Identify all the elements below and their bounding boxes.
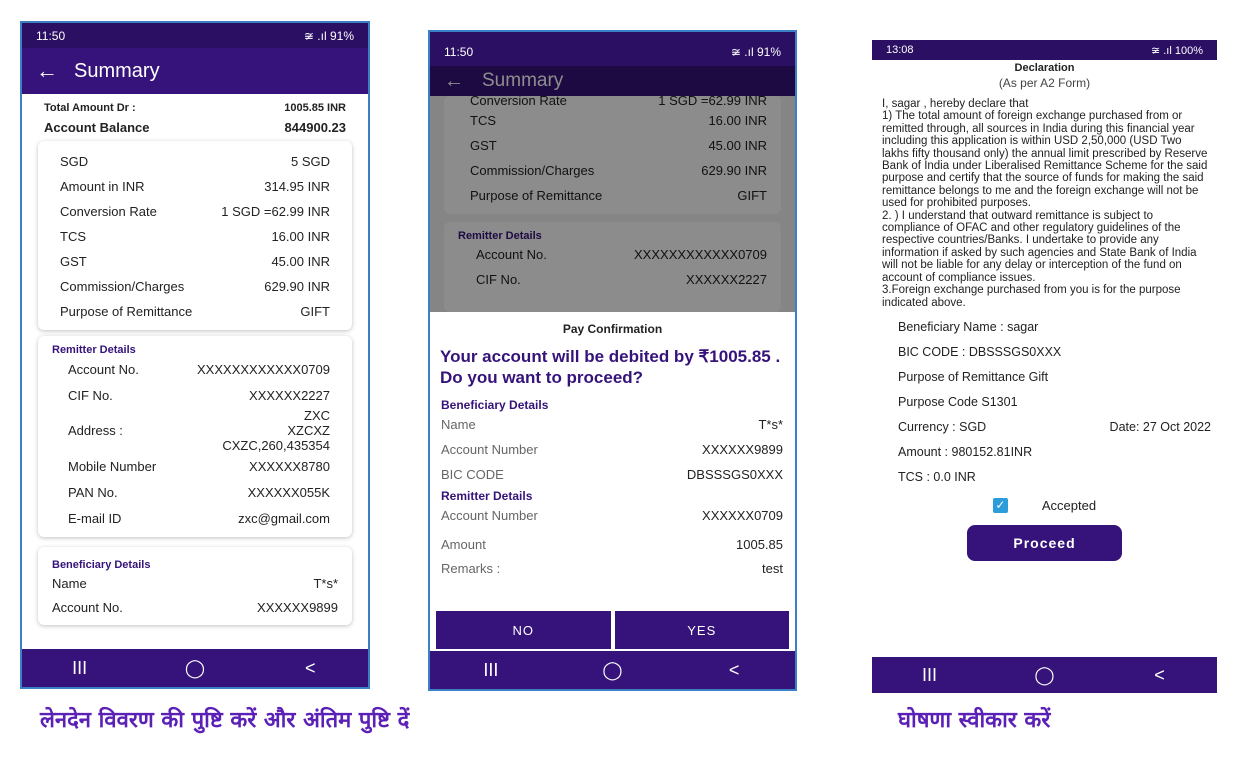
remitter-detail-row — [68, 479, 330, 505]
remitter-detail-value: XXXXXX8780 — [249, 458, 330, 474]
recents-button[interactable]: III — [921, 664, 937, 685]
remitter-detail-row — [68, 382, 330, 408]
declaration-text: I, sagar , hereby declare that 1) The total amount of foreign exchange purchased from or remitted through, all sources in India during this financial year including this application is within USD 2,50,000 (USD Two lakhs fifty thousand only) the annual limit prescribed by Reserve Bank of India under Liberalised Remittance Scheme for the said purpose and certify that the source of funds for making the said remittance belongs to me and the foreign exchange will not be used for prohibited purposes. 2. ) I understand that outward remittance is subject to compliance of OFAC and other regulatory guidelines of the respective countries/Banks. I undertake to provide any information if asked by such agencies and State Bank of India will not be liable for any delay or interception of the fund on account of compliance issues. 3.Foreign exchange purchased from you is for the purpose indicated above. — [882, 98, 1208, 309]
beneficiary-detail-label: Account No. — [52, 599, 123, 615]
nav-bar — [430, 651, 795, 689]
remitter-detail-label: Address : — [68, 423, 123, 438]
nav-bar — [872, 657, 1217, 693]
remittance-detail-label: Purpose of Remittance — [60, 304, 193, 319]
remittance-detail-label: SGD — [60, 154, 89, 169]
date-field: Date: 27 Oct 2022 — [1109, 420, 1211, 435]
status-icons: ≆ .ıl 100% — [1150, 44, 1203, 57]
nav-bar — [22, 649, 368, 687]
beneficiary-detail-label: Name — [441, 417, 476, 432]
back-arrow-icon[interactable]: ← — [36, 58, 58, 83]
remitter-detail-label: Account Number — [441, 508, 538, 523]
currency-field: Currency : SGD — [898, 420, 987, 435]
beneficiary-detail-value: T*s* — [758, 417, 783, 432]
remitter-detail-value: XXXXXXXXXXXX0709 — [197, 361, 330, 377]
phone-screen-pay-confirmation — [428, 30, 797, 691]
beneficiary-details-card — [38, 547, 352, 625]
remitter-detail-value: ZXC XZCXZ CXZC,260,435354 — [222, 408, 330, 453]
remittance-detail-value: 1 SGD =62.99 INR — [221, 204, 330, 219]
remittance-detail-value: 629.90 INR — [264, 279, 330, 294]
bg-remitter-detail-value: XXXXXX2227 — [686, 272, 767, 287]
accepted-row — [872, 498, 1217, 513]
home-button[interactable]: ◯ — [602, 659, 623, 680]
status-time: 11:50 — [36, 28, 66, 43]
declaration-field: BIC CODE : DBSSSGS0XXX — [898, 344, 1062, 359]
remittance-detail-row — [60, 274, 330, 299]
recents-button[interactable]: III — [483, 659, 499, 680]
remittance-detail-label: GST — [60, 254, 87, 269]
recents-button[interactable]: III — [72, 657, 88, 678]
bg-detail-value: GIFT — [737, 188, 767, 203]
remarks-label: Remarks : — [441, 560, 501, 576]
beneficiary-detail-row — [441, 412, 783, 437]
summary-header — [22, 94, 368, 135]
back-arrow-icon[interactable]: ← — [444, 69, 464, 92]
declaration-subtitle: (As per A2 Form) — [998, 76, 1091, 90]
remitter-detail-row — [68, 356, 330, 382]
declaration-field: Beneficiary Name : sagar — [898, 319, 1039, 334]
status-bar — [872, 40, 1217, 60]
remitter-detail-label: Mobile Number — [68, 458, 157, 474]
caption-confirm-transaction: लेनदेन विवरण की पुष्टि करें और अंतिम पुष्टि दें — [40, 708, 410, 733]
bg-remitter-title: Remitter Details — [458, 230, 542, 242]
declaration-field: Purpose of Remittance Gift — [898, 369, 1049, 384]
beneficiary-detail-label: Account Number — [441, 442, 538, 457]
remittance-detail-value: 314.95 INR — [264, 179, 330, 194]
remittance-details-card — [38, 141, 352, 330]
status-time: 13:08 — [886, 44, 914, 56]
dialog-title: Pay Confirmation — [562, 322, 663, 336]
dim-overlay — [430, 66, 795, 312]
remitter-detail-value: XXXXXX2227 — [249, 387, 330, 403]
remittance-detail-label: Conversion Rate — [60, 204, 157, 219]
dialog-message: Your account will be debited by ₹1005.85 . Do you want to proceed? — [440, 347, 781, 387]
remitter-detail-row — [68, 453, 330, 479]
accepted-checkbox[interactable]: ✓ — [993, 498, 1008, 513]
caption-accept-declaration: घोषणा स्वीकार करें — [898, 708, 1051, 733]
remitter-detail-label: E-mail ID — [68, 510, 122, 526]
remitter-detail-label: CIF No. — [68, 387, 113, 403]
beneficiary-detail-value: XXXXXX9899 — [702, 442, 783, 457]
remittance-detail-label: Amount in INR — [60, 179, 145, 194]
remitter-detail-row — [441, 503, 783, 528]
status-bar — [430, 32, 795, 66]
beneficiary-details-title: Beneficiary Details — [52, 559, 151, 571]
bg-conversion-label: Conversion Rate — [470, 96, 567, 108]
beneficiary-detail-label: Name — [52, 575, 87, 591]
total-amount-label: Total Amount Dr : — [44, 102, 136, 114]
amount-label: Amount — [441, 537, 486, 552]
back-button[interactable]: < — [305, 657, 316, 678]
remitter-detail-value: zxc@gmail.com — [238, 510, 330, 526]
beneficiary-detail-value: T*s* — [313, 575, 338, 591]
remittance-detail-value: 45.00 INR — [271, 254, 330, 269]
bg-remitter-detail-value: XXXXXXXXXXXX0709 — [634, 247, 767, 262]
remitter-details-title: Remitter Details — [441, 489, 533, 503]
declaration-fields — [872, 309, 1217, 490]
remittance-detail-row — [60, 199, 330, 224]
accepted-label: Accepted — [1041, 497, 1097, 513]
beneficiary-detail-value: XXXXXX9899 — [257, 599, 338, 615]
remittance-detail-value: GIFT — [300, 304, 330, 319]
bg-detail-label: TCS — [470, 113, 496, 128]
bg-detail-value: 45.00 INR — [708, 138, 767, 153]
amount-field: Amount : 980152.81INR — [898, 444, 1033, 459]
status-icons: ≆ .ıl 91% — [303, 28, 354, 43]
amount-value: 1005.85 — [736, 537, 783, 552]
bg-detail-value: 629.90 INR — [701, 163, 767, 178]
remittance-detail-value: 16.00 INR — [271, 229, 330, 244]
phone-screen-declaration — [872, 40, 1217, 693]
bg-conversion-value: 1 SGD =62.99 INR — [658, 96, 767, 108]
remitter-detail-value: XXXXXX055K — [247, 484, 330, 500]
beneficiary-detail-row — [52, 571, 338, 595]
remitter-detail-label: Account No. — [68, 361, 139, 377]
home-button[interactable]: ◯ — [184, 657, 206, 678]
remitter-detail-row — [68, 505, 330, 531]
page-title: Summary — [74, 59, 160, 82]
remitter-details-card — [38, 336, 352, 537]
declaration-title: Declaration — [1014, 62, 1075, 74]
bg-detail-label: GST — [470, 138, 497, 153]
account-balance-value: 844900.23 — [284, 120, 346, 135]
bg-remitter-detail-label: Account No. — [476, 247, 547, 262]
remittance-detail-row — [60, 174, 330, 199]
phone-screen-summary — [20, 21, 370, 689]
remitter-detail-value: XXXXXX0709 — [702, 508, 783, 523]
back-button[interactable]: < — [728, 659, 740, 680]
total-amount-value: 1005.85 INR — [284, 102, 346, 114]
tcs-field: TCS : 0.0 INR — [898, 469, 976, 484]
remittance-detail-row — [60, 299, 330, 324]
back-button[interactable]: < — [1154, 664, 1165, 685]
account-balance-label: Account Balance — [44, 120, 150, 135]
bg-detail-value: 16.00 INR — [708, 113, 767, 128]
beneficiary-detail-row — [52, 595, 338, 619]
remitter-details-title: Remitter Details — [52, 344, 136, 356]
bg-detail-label: Commission/Charges — [470, 163, 595, 178]
beneficiary-detail-label: BIC CODE — [441, 467, 504, 482]
remittance-detail-value: 5 SGD — [290, 154, 330, 169]
beneficiary-detail-value: DBSSSGS0XXX — [686, 467, 783, 482]
remitter-detail-row — [68, 408, 330, 453]
page-title: Summary — [482, 70, 564, 91]
app-bar — [22, 48, 368, 94]
declaration-field: Purpose Code S1301 — [898, 394, 1018, 409]
bg-remitter-detail-label: CIF No. — [476, 272, 521, 287]
no-button[interactable]: NO — [436, 611, 611, 649]
remarks-value: test — [762, 560, 783, 576]
beneficiary-details-title: Beneficiary Details — [441, 398, 549, 412]
status-bar — [22, 23, 368, 48]
beneficiary-detail-row — [441, 462, 783, 487]
bg-detail-label: Purpose of Remittance — [470, 188, 603, 203]
home-button[interactable]: ◯ — [1034, 664, 1055, 685]
remittance-detail-row — [60, 224, 330, 249]
yes-button[interactable]: YES — [615, 611, 790, 649]
remittance-detail-row — [60, 149, 330, 174]
pay-confirmation-dialog — [430, 312, 795, 649]
beneficiary-detail-row — [441, 437, 783, 462]
remittance-detail-label: Commission/Charges — [60, 279, 185, 294]
proceed-button[interactable]: Proceed — [967, 525, 1122, 561]
remittance-detail-label: TCS — [60, 229, 86, 244]
remitter-detail-label: PAN No. — [68, 484, 118, 500]
status-icons: ≆ .ıl 91% — [730, 45, 781, 59]
remittance-detail-row — [60, 249, 330, 274]
status-time: 11:50 — [444, 45, 474, 59]
